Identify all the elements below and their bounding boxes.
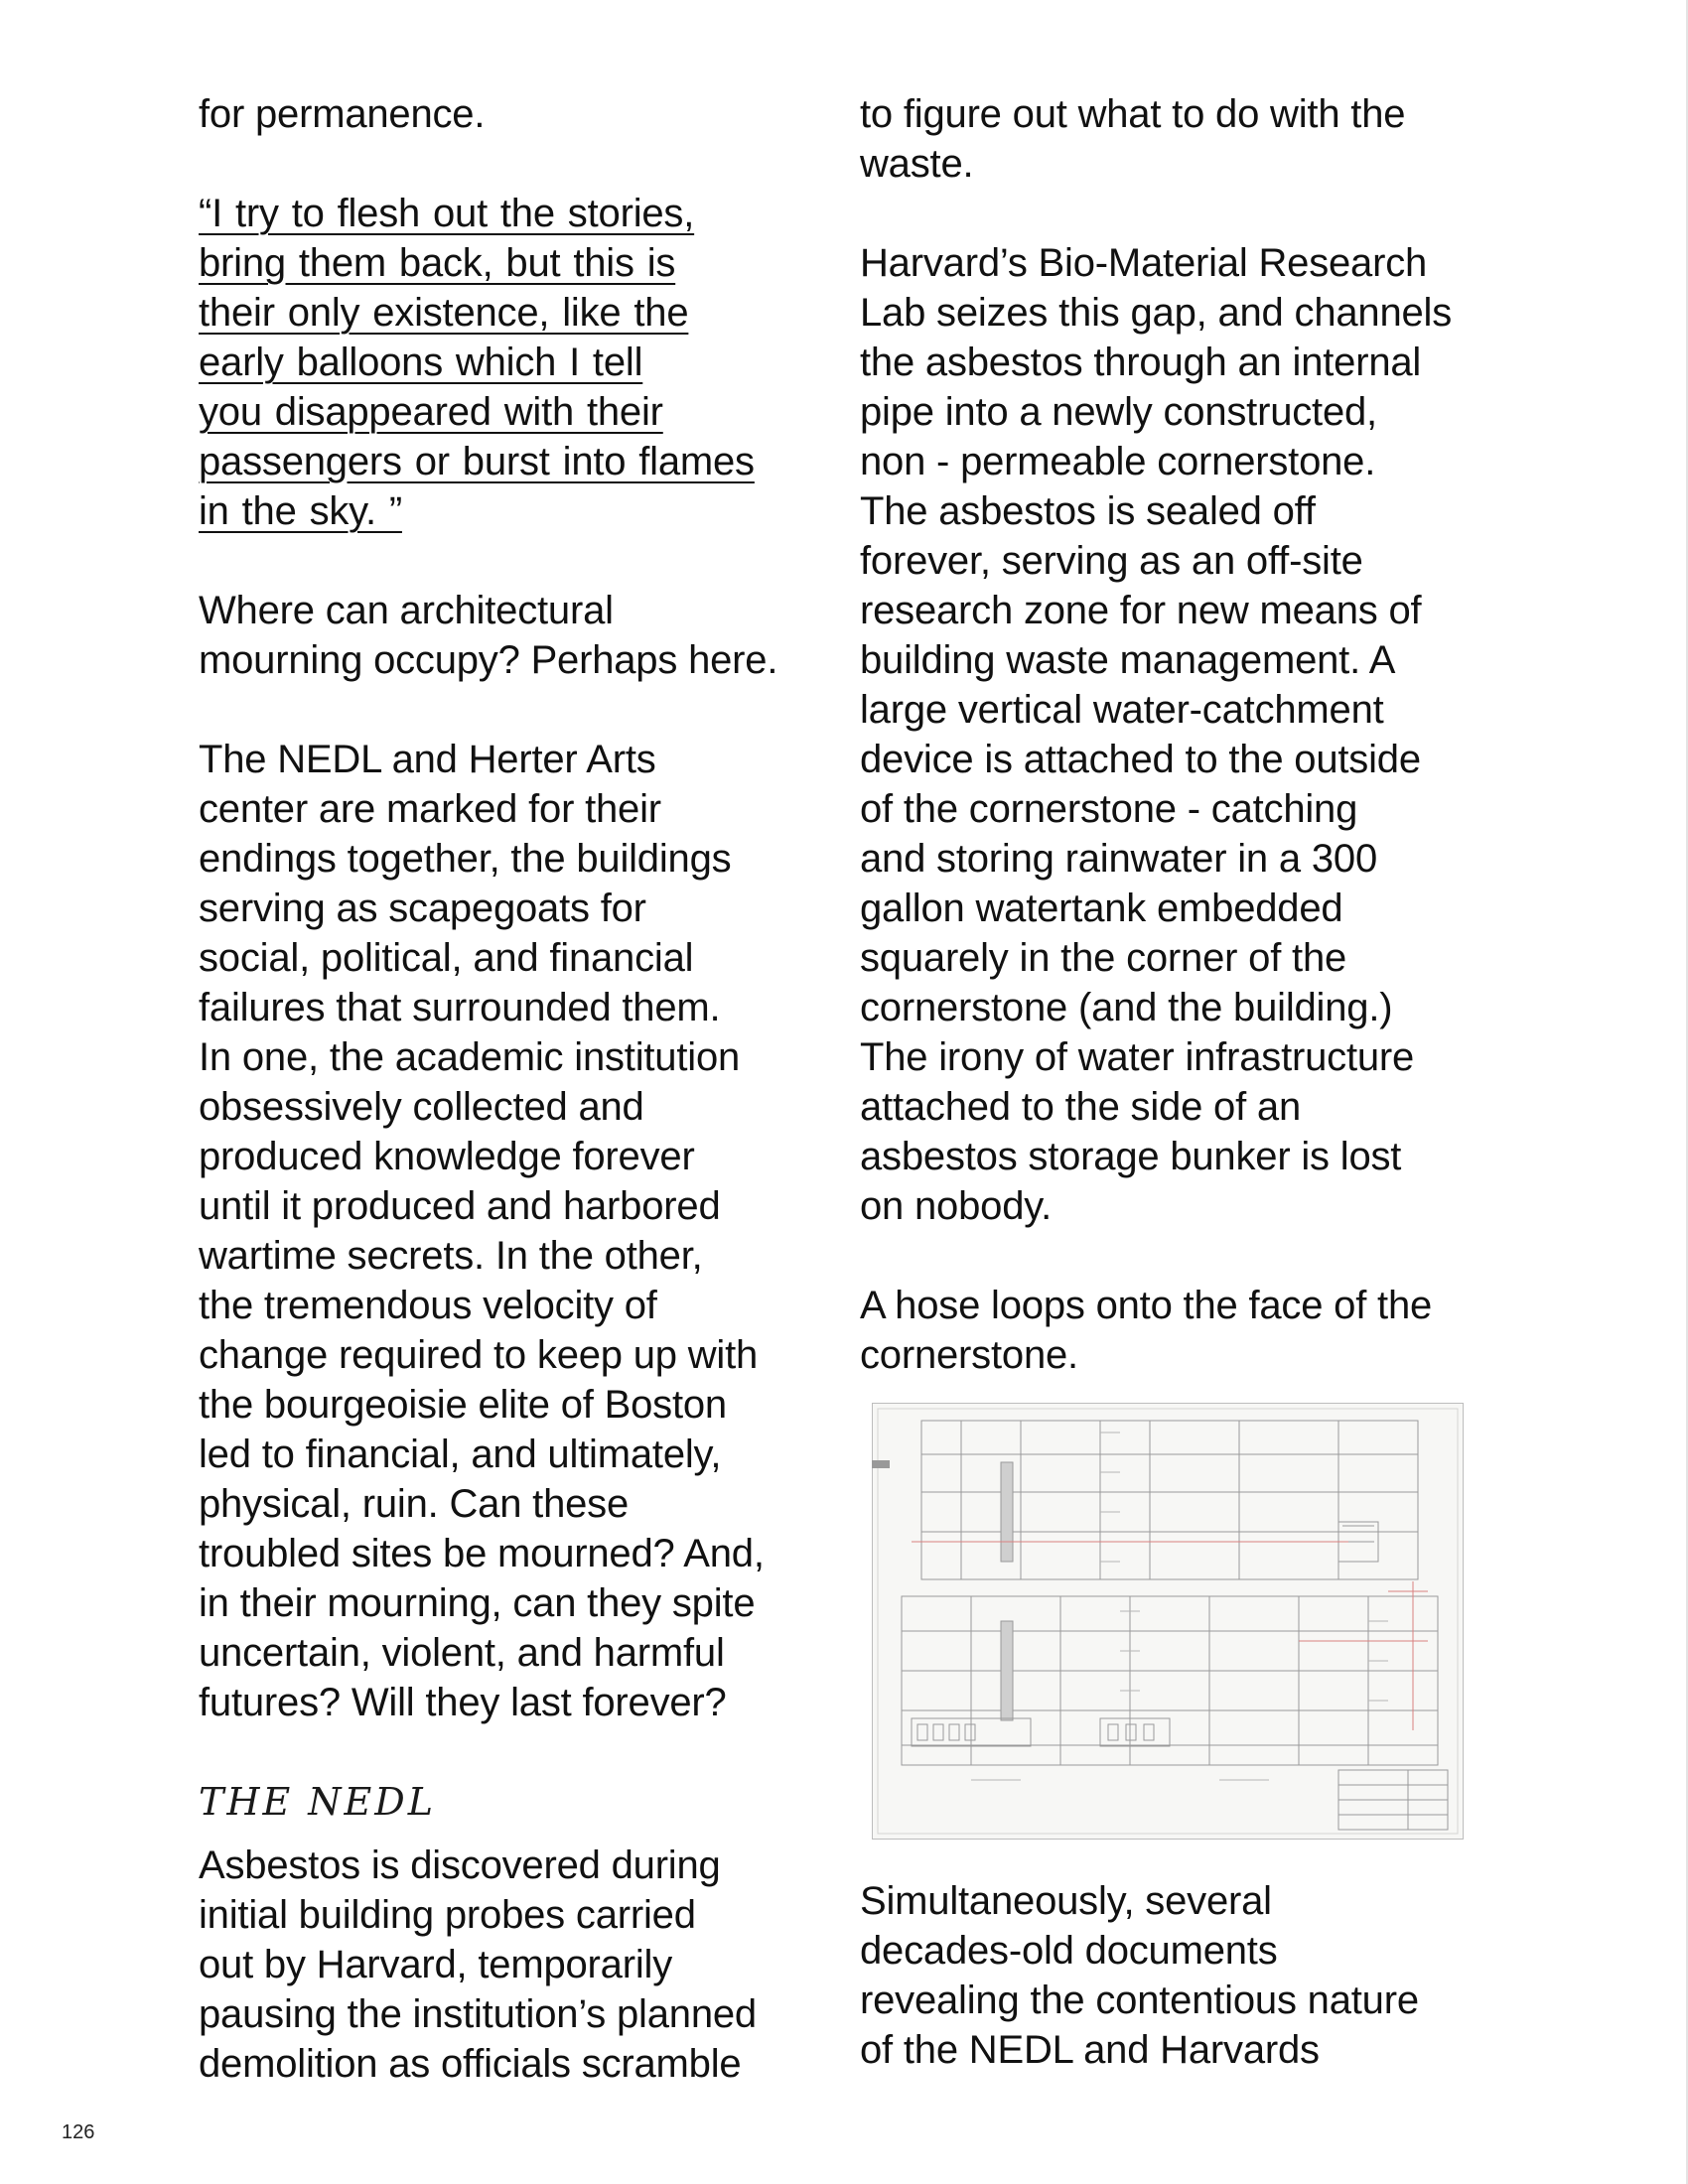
text-line: the tremendous velocity of (199, 1284, 657, 1327)
text-line: decades-old documents (860, 1929, 1278, 1973)
text-line: attached to the side of an (860, 1085, 1302, 1129)
left-column (199, 89, 834, 2089)
quote-line: their only existence, like the (199, 291, 689, 335)
text-line: The asbestos is sealed off (860, 489, 1316, 533)
text-line: out by Harvard, temporarily (199, 1943, 673, 1986)
sheet-tab (872, 1460, 890, 1468)
text-line: change required to keep up with (199, 1333, 759, 1377)
text-line: futures? Will they last forever? (199, 1681, 727, 1724)
text-line: Simultaneously, several (860, 1879, 1272, 1923)
text-line: In one, the academic institution (199, 1035, 741, 1079)
text-line: of the cornerstone - catching (860, 787, 1358, 831)
text-line: forever, serving as an off-site (860, 539, 1363, 583)
text-line: Asbestos is discovered during (199, 1843, 721, 1887)
text-line: the bourgeoisie elite of Boston (199, 1383, 727, 1427)
left-paragraph-4 (199, 1841, 834, 2089)
left-paragraph-1 (199, 89, 834, 139)
right-paragraph-1 (860, 89, 1515, 189)
text-line: non - permeable cornerstone. (860, 440, 1376, 483)
text-line: the asbestos through an internal (860, 341, 1422, 384)
text-line: to figure out what to do with the (860, 92, 1406, 136)
text-line: device is attached to the outside (860, 738, 1421, 781)
text-line: physical, ruin. Can these (199, 1482, 630, 1526)
text-line: mourning occupy? Perhaps here. (199, 638, 778, 682)
text-line: A hose loops onto the face of the (860, 1284, 1433, 1327)
text-line: The irony of water infrastructure (860, 1035, 1415, 1079)
text-line: in their mourning, can they spite (199, 1581, 756, 1625)
text-line: demolition as officials scramble (199, 2042, 742, 2086)
text-line: led to financial, and ultimately, (199, 1433, 722, 1476)
right-paragraph-4 (860, 1876, 1515, 2075)
text-line: obsessively collected and (199, 1085, 644, 1129)
text-line: produced knowledge forever (199, 1135, 695, 1178)
text-line: Where can architectural (199, 589, 614, 632)
text-line: Harvard’s Bio-Material Research (860, 241, 1428, 285)
text-line: social, political, and financial (199, 936, 694, 980)
left-paragraph-3 (199, 735, 834, 1727)
text-line: endings together, the buildings (199, 837, 732, 881)
text-line: serving as scapegoats for (199, 887, 646, 930)
left-paragraph-2 (199, 586, 834, 685)
text-line: building waste management. A (860, 638, 1396, 682)
drawing-svg (872, 1403, 1464, 1840)
text-line: waste. (860, 142, 974, 186)
text-line: The NEDL and Herter Arts (199, 738, 656, 781)
quote-line: in the sky. ” (199, 489, 402, 533)
architectural-drawing (872, 1403, 1464, 1840)
text-line: center are marked for their (199, 787, 661, 831)
text-line: troubled sites be mourned? And, (199, 1532, 765, 1575)
text-line: failures that surrounded them. (199, 986, 721, 1029)
pull-quote (199, 189, 834, 536)
text-line: large vertical water-catchment (860, 688, 1384, 732)
text-line: initial building probes carried (199, 1893, 696, 1937)
text-line: Lab seizes this gap, and channels (860, 291, 1453, 335)
page-number: 126 (62, 2121, 95, 2143)
text-line: on nobody. (860, 1184, 1052, 1228)
right-paragraph-2 (860, 238, 1515, 1231)
text-line: research zone for new means of (860, 589, 1422, 632)
quote-line: early balloons which I tell (199, 341, 643, 384)
section-heading: THE NEDL (199, 1780, 436, 1824)
text-line: asbestos storage bunker is lost (860, 1135, 1402, 1178)
right-column (860, 89, 1515, 1380)
quote-line: you disappeared with their (199, 390, 663, 434)
text-line: of the NEDL and Harvards (860, 2028, 1320, 2072)
quote-line: bring them back, but this is (199, 241, 676, 285)
right-paragraph-3 (860, 1281, 1515, 1380)
text-line: pipe into a newly constructed, (860, 390, 1377, 434)
text-line: and storing rainwater in a 300 (860, 837, 1377, 881)
text-line: uncertain, violent, and harmful (199, 1631, 725, 1675)
text-line: revealing the contentious nature (860, 1979, 1419, 2022)
text-line: pausing the institution’s planned (199, 1992, 757, 2036)
text-line: for permanence. (199, 92, 486, 136)
text-line: wartime secrets. In the other, (199, 1234, 703, 1278)
text-line: until it produced and harbored (199, 1184, 721, 1228)
quote-line: passengers or burst into flames (199, 440, 755, 483)
text-line: cornerstone (and the building.) (860, 986, 1393, 1029)
text-line: squarely in the corner of the (860, 936, 1347, 980)
text-line: cornerstone. (860, 1333, 1078, 1377)
text-line: gallon watertank embedded (860, 887, 1343, 930)
quote-line: “I try to flesh out the stories, (199, 192, 695, 235)
